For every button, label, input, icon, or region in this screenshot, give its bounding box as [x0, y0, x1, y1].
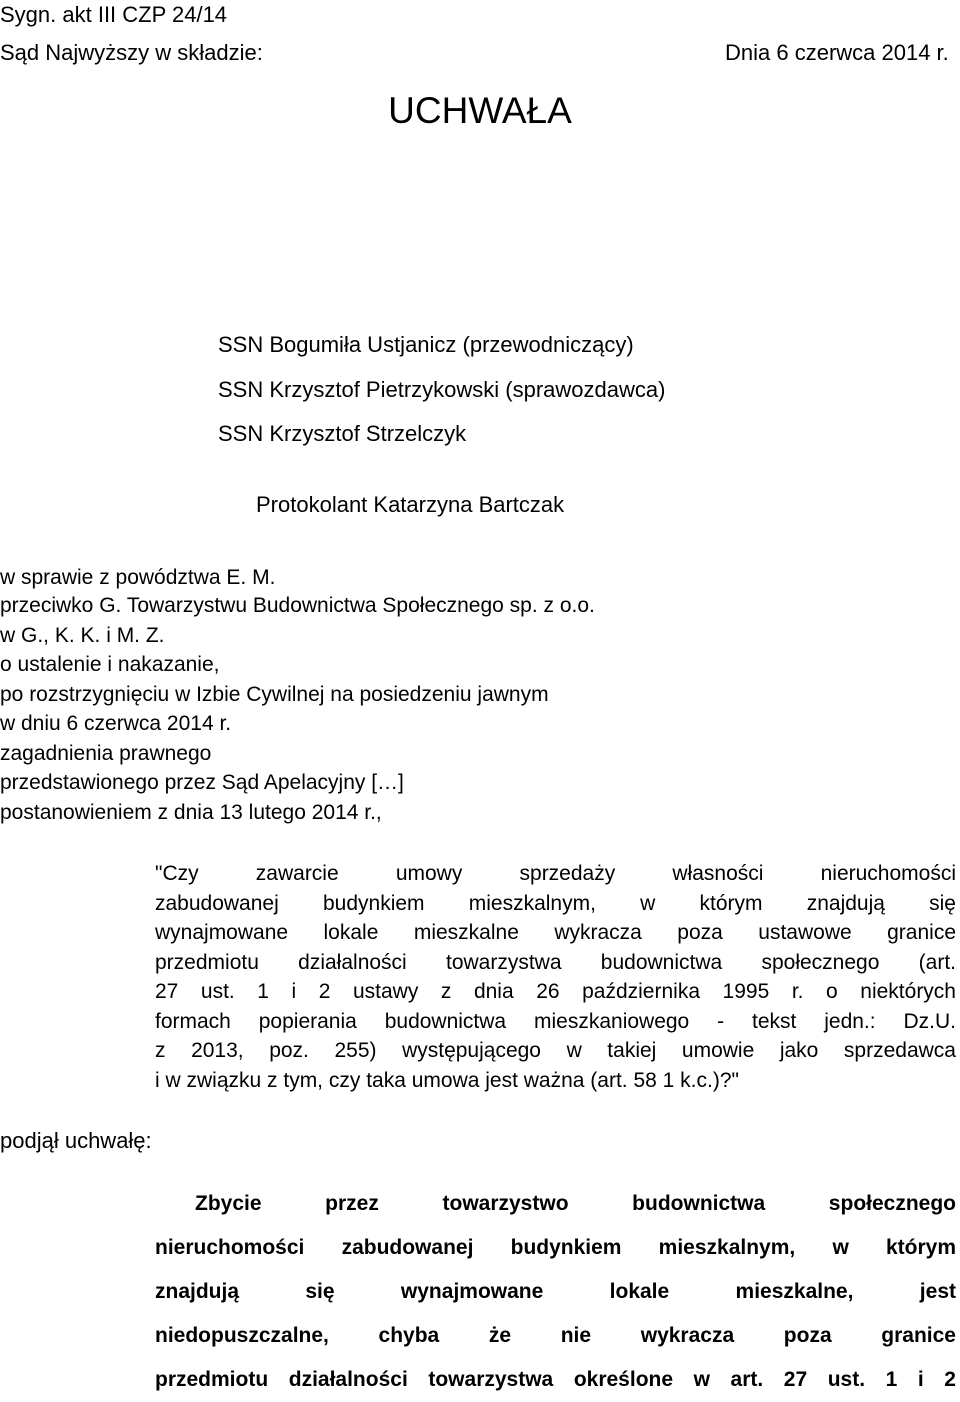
case-line: zagadnienia prawnego [0, 742, 212, 765]
case-line: postanowieniem z dnia 13 lutego 2014 r., [0, 801, 382, 824]
question-line: zabudowanej budynkiem mieszkalnym, w którym znajdują się [155, 891, 956, 915]
case-line: po rozstrzygnięciu w Izbie Cywilnej na posiedzeniu jawnym [0, 683, 549, 706]
question-line: i w związku z tym, czy taka umowa jest ważna (art. 58 1 k.c.)?" [155, 1068, 739, 1092]
judge-line: SSN Krzysztof Pietrzykowski (sprawozdawca) [218, 377, 666, 402]
resolution-label: podjął uchwałę: [0, 1128, 152, 1153]
question-line: "Czy zawarcie umowy sprzedaży własności nieruchomości [155, 862, 956, 885]
question-line: 27 ust. 1 i 2 ustawy z dnia 26 października 1995 r. o niektórych [155, 980, 956, 1003]
resolution-text [155, 1182, 956, 1402]
case-line: przeciwko G. Towarzystwu Budownictwa Społecznego sp. z o.o. [0, 594, 595, 617]
question-line: przedmiotu działalności towarzystwa budownictwa społecznego (art. [155, 950, 956, 974]
document-date: Dnia 6 czerwca 2014 r. [725, 40, 949, 65]
resolution-line: Zbycie przez towarzystwo budownictwa społecznego [195, 1192, 956, 1215]
question-line: wynajmowane lokale mieszkalne wykracza poza ustawowe granice [155, 921, 956, 944]
court-composition-label: Sąd Najwyższy w składzie: [0, 40, 263, 65]
case-line: w sprawie z powództwa E. M. [0, 566, 276, 589]
resolution-line: znajdują się wynajmowane lokale mieszkalne, jest [155, 1280, 956, 1303]
question-line: z 2013, poz. 255) występującego w takiej umowie jako sprzedawca [155, 1039, 956, 1062]
resolution-line: przedmiotu działalności towarzystwa określone w art. 27 ust. 1 i 2 [155, 1368, 956, 1391]
case-line: o ustalenie i nakazanie, [0, 653, 220, 676]
case-line: przedstawionego przez Sąd Apelacyjny […] [0, 771, 404, 794]
resolution-line: nieruchomości zabudowanej budynkiem mieszkalnym, w którym [155, 1236, 956, 1259]
case-line: w G., K. K. i M. Z. [0, 624, 165, 647]
judge-line: SSN Krzysztof Strzelczyk [218, 421, 467, 446]
resolution-line: niedopuszczalne, chyba że nie wykracza poza granice [155, 1324, 956, 1347]
legal-question [155, 859, 956, 1095]
case-line: w dniu 6 czerwca 2014 r. [0, 712, 232, 735]
question-line: formach popierania budownictwa mieszkaniowego - tekst jedn.: Dz.U. [155, 1009, 956, 1033]
clerk-line: Protokolant Katarzyna Bartczak [256, 492, 565, 517]
judge-line: SSN Bogumiła Ustjanicz (przewodniczący) [218, 332, 634, 357]
document-title: UCHWAŁA [388, 90, 572, 131]
case-signature: Sygn. akt III CZP 24/14 [0, 2, 228, 27]
